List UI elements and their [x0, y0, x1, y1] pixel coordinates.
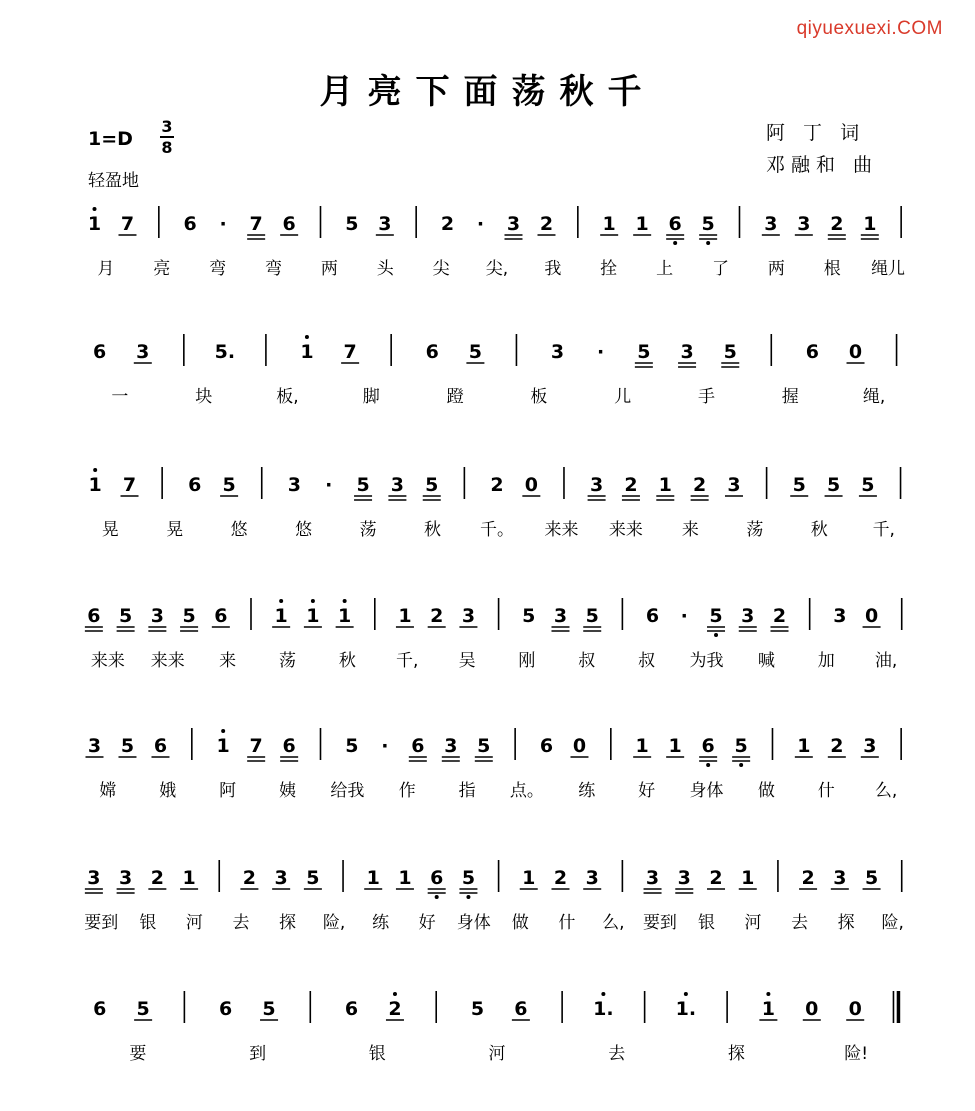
note: 3 — [589, 474, 604, 496]
note: 5 — [864, 867, 879, 889]
note: 7 — [343, 341, 357, 363]
lyric: 一 — [111, 387, 129, 407]
lyric: 板, — [276, 387, 299, 407]
note: 5 — [522, 605, 536, 627]
lyricist-credit: 阿 丁 词 — [766, 122, 866, 144]
note: 3 — [645, 867, 660, 889]
key-signature: 1=D — [88, 128, 133, 150]
note: 7 — [249, 213, 263, 235]
note: 2 — [440, 213, 455, 235]
note: 5 — [356, 474, 370, 496]
note: 2 — [624, 474, 638, 496]
lyric: 身体 — [689, 781, 724, 801]
note: 1 — [87, 213, 102, 235]
note: 3 — [833, 867, 847, 889]
note: 3 — [797, 213, 811, 235]
lyric: 河 — [185, 913, 203, 933]
note: 1 — [216, 735, 230, 757]
lyric: 弯 — [265, 259, 283, 279]
octave-dot-below — [673, 241, 677, 245]
lyric: 去 — [232, 913, 250, 933]
note: 6 — [153, 735, 168, 757]
note: 5 — [709, 605, 723, 627]
lyric: 给我 — [330, 781, 365, 801]
note: 2 — [388, 998, 402, 1020]
lyric: 银 — [698, 913, 715, 933]
note: 5 — [136, 998, 150, 1020]
lyric: 险! — [844, 1044, 869, 1064]
note: 3 — [741, 605, 755, 627]
lyric: 秋 — [424, 520, 442, 540]
note: 5 — [468, 341, 483, 363]
note: · — [476, 213, 485, 235]
note: 5 — [723, 341, 737, 363]
watermark: qiyuexuexi.COM — [796, 18, 943, 39]
note: 3 — [550, 341, 565, 363]
note: 1 — [602, 213, 616, 235]
note: 6 — [92, 341, 107, 363]
note: · — [325, 474, 333, 496]
lyric: 弯 — [209, 259, 227, 279]
lyric: 来来 — [608, 520, 643, 540]
octave-dot-below — [739, 763, 743, 767]
lyric: 河 — [488, 1044, 506, 1064]
lyric: 月 — [97, 259, 115, 279]
time-signature-bottom: 8 — [161, 138, 173, 157]
lyric: 要到 — [642, 913, 677, 933]
note: 5 — [345, 213, 359, 235]
note: 7 — [120, 213, 135, 235]
octave-dot-above — [393, 992, 397, 996]
note: 3 — [287, 474, 301, 496]
note: 5 — [637, 341, 651, 363]
lyric: 根 — [823, 259, 841, 279]
note: 5 — [222, 474, 236, 496]
octave-dot-above — [221, 729, 225, 733]
note: 2 — [490, 474, 504, 496]
note: 3 — [764, 213, 778, 235]
note: 3 — [506, 213, 521, 235]
lyric: 为我 — [689, 651, 724, 671]
note: 6 — [282, 213, 296, 235]
note: 5 — [118, 605, 133, 627]
lyric: 险, — [322, 913, 346, 933]
note: 0 — [848, 998, 862, 1020]
lyric: 晃 — [101, 520, 119, 540]
note: 2 — [772, 605, 787, 627]
lyric: 油, — [874, 651, 898, 671]
lyric: 上 — [656, 259, 674, 279]
lyric: 探 — [279, 913, 296, 933]
note: 5 — [861, 474, 875, 496]
note: 6 — [539, 735, 554, 757]
note: 5 — [262, 998, 276, 1020]
lyric: 悠 — [230, 520, 248, 540]
note: 6 — [219, 998, 233, 1020]
lyric: 阿 — [219, 781, 237, 801]
note: 6 — [87, 605, 101, 627]
note: 1 — [300, 341, 314, 363]
note: 2 — [693, 474, 707, 496]
lyric: 刚 — [518, 651, 536, 671]
lyric: 手 — [698, 387, 715, 407]
note: 2 — [801, 867, 815, 889]
lyric: 头 — [376, 259, 394, 279]
lyric: 点。 — [509, 781, 544, 801]
lyric: 千。 — [480, 520, 514, 540]
lyric: 拴 — [600, 259, 618, 279]
note: 3 — [378, 213, 392, 235]
note: 5 — [345, 735, 359, 757]
octave-dot-below — [435, 895, 439, 899]
lyric: 去 — [608, 1044, 626, 1064]
lyric: 身体 — [456, 913, 491, 933]
note: 6 — [645, 605, 660, 627]
note: 3 — [390, 474, 405, 496]
note: 2 — [830, 213, 844, 235]
lyric: 千, — [872, 520, 895, 540]
note: 2 — [709, 867, 723, 889]
note: 0 — [848, 341, 863, 363]
octave-dot-above — [279, 599, 283, 603]
note: 5 — [461, 867, 476, 889]
note: 6 — [214, 605, 228, 627]
lyric: 作 — [398, 781, 416, 801]
note: 2 — [830, 735, 844, 757]
note: 1 — [658, 474, 672, 496]
lyric: 绳儿 — [871, 259, 906, 279]
note: 6 — [183, 213, 197, 235]
lyric: 练 — [372, 913, 390, 933]
note: 6 — [411, 735, 425, 757]
note: 1 — [635, 735, 649, 757]
note: 1 — [761, 998, 775, 1020]
note: 3 — [863, 735, 877, 757]
note: 5 — [470, 998, 485, 1020]
lyric: 嫦 — [99, 781, 117, 801]
note: 3 — [118, 867, 133, 889]
lyric: 来来 — [544, 520, 579, 540]
note: 6 — [430, 867, 444, 889]
note: 1 — [88, 474, 102, 496]
note: 1 — [797, 735, 811, 757]
lyric: 要 — [129, 1044, 147, 1064]
lyric: 吴 — [458, 651, 476, 671]
lyric: 娥 — [159, 781, 177, 801]
note: · — [219, 213, 227, 235]
page-title: 月亮下面荡秋千 — [319, 72, 656, 112]
note: 6 — [425, 341, 439, 363]
note: 1 — [635, 213, 649, 235]
note: 5 — [585, 605, 599, 627]
note: 6 — [805, 341, 819, 363]
lyric: 握 — [781, 387, 799, 407]
note: 5 — [826, 474, 841, 496]
note: 0 — [864, 605, 879, 627]
note: 7 — [249, 735, 263, 757]
lyric: 做 — [511, 913, 529, 933]
lyric: 儿 — [614, 387, 632, 407]
note: 2 — [553, 867, 568, 889]
note: 1. — [675, 998, 697, 1020]
lyric: 块 — [195, 387, 213, 407]
lyric: 两 — [767, 259, 785, 279]
octave-dot-above — [684, 992, 688, 996]
lyric: 亮 — [153, 259, 171, 279]
lyric: 悠 — [295, 520, 313, 540]
lyric: 去 — [791, 913, 809, 933]
note: 5 — [306, 867, 320, 889]
note: 1 — [398, 605, 412, 627]
lyric: 加 — [817, 651, 835, 671]
note: 7 — [122, 474, 137, 496]
octave-dot-below — [706, 763, 710, 767]
note: · — [381, 735, 389, 757]
lyric: 好 — [418, 913, 436, 933]
lyric: 喊 — [757, 651, 775, 671]
note: 0 — [572, 735, 587, 757]
octave-dot-below — [714, 633, 718, 637]
note: 6 — [282, 735, 296, 757]
lyric: 探 — [727, 1044, 745, 1064]
lyric: 河 — [744, 913, 762, 933]
note: · — [680, 605, 688, 627]
lyric: 探 — [837, 913, 855, 933]
note: 6 — [344, 998, 359, 1020]
octave-dot-above — [766, 992, 770, 996]
note: 3 — [87, 735, 102, 757]
time-signature-top: 3 — [161, 117, 173, 136]
lyric: 好 — [638, 781, 656, 801]
lyric: 么, — [602, 913, 625, 933]
note: 3 — [553, 605, 568, 627]
composer-credit: 邓融和 曲 — [766, 154, 879, 176]
note: 1 — [522, 867, 536, 889]
note: 5 — [477, 735, 491, 757]
note: 1 — [863, 213, 877, 235]
lyric: 两 — [320, 259, 338, 279]
lyric: 荡 — [359, 520, 377, 540]
lyric: 么, — [874, 781, 898, 801]
octave-dot-above — [92, 207, 96, 211]
octave-dot-above — [343, 599, 347, 603]
lyric: 来 — [681, 520, 699, 540]
note: 5. — [214, 341, 236, 363]
lyric: 银 — [139, 913, 157, 933]
note: 2 — [539, 213, 554, 235]
lyric: 我 — [544, 259, 562, 279]
note: 5 — [701, 213, 715, 235]
lyric: 要到 — [84, 913, 119, 933]
lyric: 晃 — [166, 520, 184, 540]
note: 5 — [120, 735, 135, 757]
note: 2 — [242, 867, 257, 889]
note: 0 — [805, 998, 819, 1020]
lyric: 绳, — [862, 387, 886, 407]
note: 3 — [677, 867, 691, 889]
lyric: 叔 — [638, 651, 656, 671]
octave-dot-above — [311, 599, 315, 603]
note: 3 — [136, 341, 150, 363]
note: 1. — [593, 998, 614, 1020]
lyric: 了 — [711, 259, 729, 279]
note: 2 — [150, 867, 164, 889]
note: 3 — [680, 341, 694, 363]
note: 3 — [150, 605, 164, 627]
lyric: 姨 — [279, 781, 296, 801]
lyric: 什 — [558, 913, 576, 933]
lyric: 到 — [249, 1044, 267, 1064]
note: 1 — [182, 867, 196, 889]
octave-dot-above — [93, 468, 97, 472]
note: 1 — [741, 867, 755, 889]
note: 2 — [430, 605, 444, 627]
note: 5 — [734, 735, 748, 757]
lyric: 荡 — [279, 651, 296, 671]
lyric: 来来 — [150, 651, 185, 671]
note: 3 — [585, 867, 599, 889]
lyric: 尖 — [432, 259, 450, 279]
note: 1 — [274, 605, 288, 627]
lyric: 来来 — [90, 651, 125, 671]
lyric: 尖, — [485, 259, 509, 279]
note: 3 — [444, 735, 458, 757]
lyric: 秋 — [810, 520, 828, 540]
note: · — [597, 341, 605, 363]
lyric: 秋 — [338, 651, 356, 671]
note: 6 — [701, 735, 715, 757]
note: 0 — [524, 474, 538, 496]
note: 3 — [274, 867, 288, 889]
note: 5 — [792, 474, 806, 496]
note: 1 — [668, 735, 682, 757]
note: 3 — [87, 867, 101, 889]
note: 3 — [461, 605, 476, 627]
tempo-marking: 轻盈地 — [88, 171, 139, 191]
note: 3 — [727, 474, 741, 496]
lyric: 板 — [530, 387, 548, 407]
octave-dot-above — [601, 992, 605, 996]
lyric: 练 — [578, 781, 596, 801]
note: 1 — [338, 605, 352, 627]
octave-dot-above — [305, 335, 309, 339]
octave-dot-below — [466, 895, 470, 899]
octave-dot-below — [706, 241, 710, 245]
lyric: 指 — [458, 781, 476, 801]
note: 1 — [366, 867, 380, 889]
note: 6 — [93, 998, 107, 1020]
lyric: 叔 — [578, 651, 596, 671]
lyric: 脚 — [362, 387, 380, 407]
lyric: 千, — [396, 651, 419, 671]
note: 6 — [188, 474, 202, 496]
note: 1 — [306, 605, 320, 627]
note: 6 — [668, 213, 682, 235]
lyric: 荡 — [746, 520, 764, 540]
lyric: 做 — [757, 781, 775, 801]
note: 3 — [833, 605, 847, 627]
lyric: 险, — [881, 913, 904, 933]
note: 1 — [398, 867, 412, 889]
note: 5 — [182, 605, 196, 627]
lyric: 银 — [368, 1044, 386, 1064]
note: 6 — [514, 998, 528, 1020]
note: 5 — [425, 474, 439, 496]
lyric: 蹬 — [446, 387, 464, 407]
lyric: 什 — [817, 781, 835, 801]
lyric: 来 — [219, 651, 237, 671]
